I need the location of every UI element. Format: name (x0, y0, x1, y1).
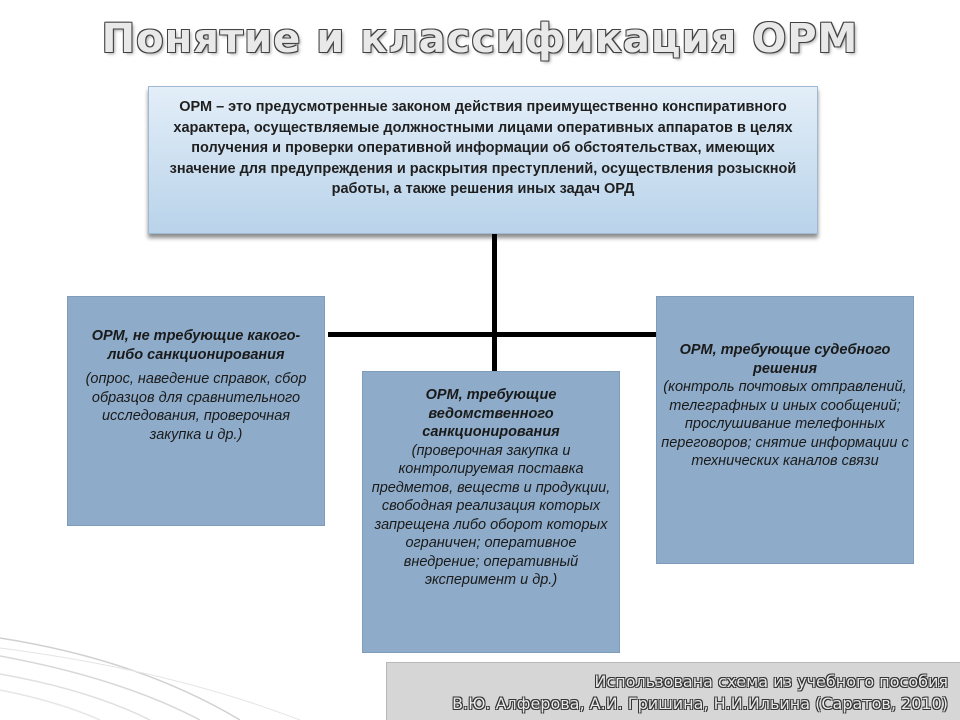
citation-line: В.Ю. Алферова, А.И. Гришина, Н.И.Ильина (Саратов, 2010) (452, 694, 948, 713)
vertical-connector (492, 232, 497, 372)
citation-box (386, 662, 960, 720)
horizontal-connector (328, 332, 658, 337)
definition-box (148, 86, 818, 234)
category-details: (контроль почтовых отправлений, телеграфных и иных сообщений; прослушивание телефонных переговоров; снятие информации с технических каналов связи (661, 379, 909, 469)
category-details: (проверочная закупка и контролируемая поставка предметов, веществ и продукции, свободная реализация которых запрещена либо оборот которых ограничен; оперативное внедрение; оперативный эксперимент и др.) (371, 442, 611, 588)
page-title: Понятие и классификация ОРМ (101, 16, 859, 62)
category-details: (опрос, наведение справок, сбор образцов для сравнительного исследования, проверочная закупка и др.) (85, 371, 307, 443)
category-departmental-sanction (362, 371, 620, 653)
category-no-sanction (67, 296, 325, 526)
citation-line: Использована схема из учебного пособия (594, 672, 948, 691)
corner-decoration (0, 590, 420, 720)
category-title: ОРМ, требующие ведомственного санкционирования (422, 387, 560, 440)
category-title: ОРМ, не требующие какого-либо санкционирования (91, 328, 301, 363)
category-title: ОРМ, требующие судебного решения (679, 342, 891, 377)
category-court-decision (656, 296, 914, 564)
definition-text: ОРМ – это предусмотренные законом действия преимущественно конспиративного характера, осуществляемые должностными лицами оперативных аппаратов в целях получения и проверки оперативной информации об обстоятельствах, имеющих значение для предупреждения и раскрытия преступлений, осуществления розыскной работы, а также решения иных задач ОРД (169, 99, 797, 197)
